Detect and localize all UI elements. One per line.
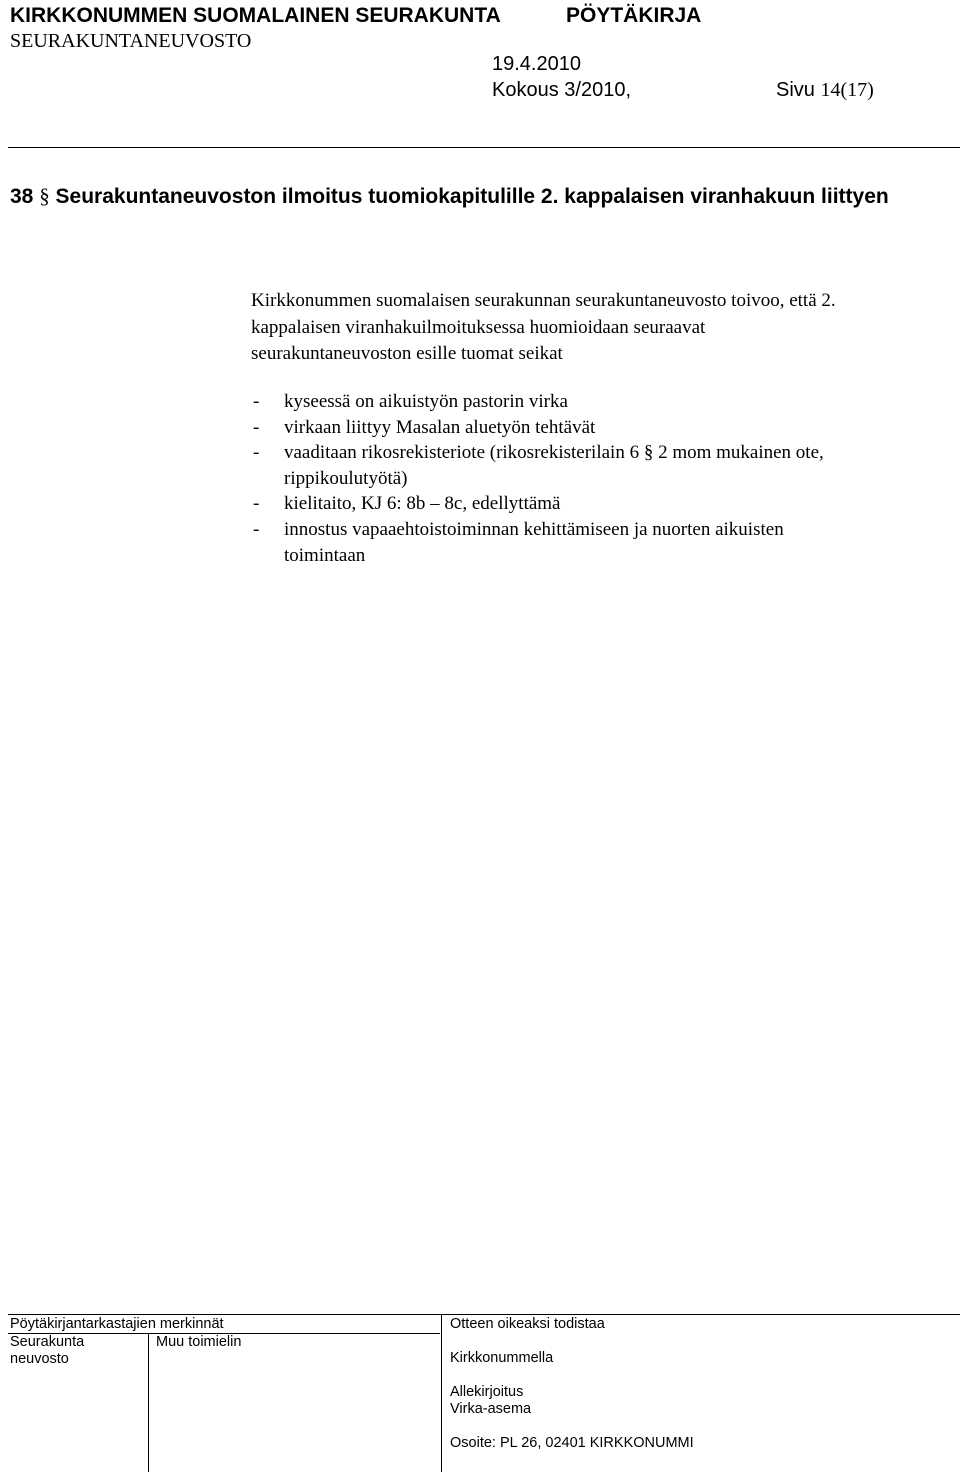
footer-section-divider [441, 1314, 442, 1472]
list-dash: - [253, 442, 260, 464]
list-dash: - [253, 493, 260, 515]
page-indicator [776, 79, 874, 102]
page-number: 14(17) [820, 79, 874, 101]
section-symbol: § [39, 184, 50, 208]
list-item-text: kyseessä on aikuistyön pastorin virka [284, 391, 568, 412]
header-divider [8, 147, 960, 148]
congregation-council-label: Seurakunta [10, 1334, 85, 1350]
address-line: Osoite: PL 26, 02401 KIRKKONUMMI [450, 1435, 694, 1451]
footer-column-divider [148, 1333, 149, 1472]
unit-name: SEURAKUNTANEUVOSTO [10, 30, 252, 52]
list-item-text: vaaditaan rikosrekisteriote (rikosrekisterilain 6 § 2 mom mukainen ote, [284, 442, 824, 464]
signature-label: Allekirjoitus [450, 1384, 524, 1400]
requirements-list [251, 389, 941, 568]
list-item-text: virkaan liittyy Masalan aluetyön tehtävät [284, 416, 596, 438]
list-item [251, 517, 941, 568]
certification-place: Kirkkonummella [450, 1350, 554, 1366]
list-item [251, 491, 941, 517]
document-type: PÖYTÄKIRJA [566, 4, 702, 27]
checkers-heading: Pöytäkirjantarkastajien merkinnät [10, 1316, 224, 1332]
section-title: Seurakuntaneuvoston ilmoitus tuomiokapitulille 2. kappalaisen viranhakuun liittyen [55, 185, 889, 208]
list-dash: - [253, 518, 260, 540]
list-item-continuation: rippikoulutyötä) [284, 467, 408, 489]
list-item-continuation: toimintaan [284, 544, 366, 566]
meeting-date: 19.4.2010 [492, 53, 581, 75]
congregation-council-label-line2: neuvosto [10, 1351, 69, 1367]
list-item-text: innostus vapaaehtoistoiminnan kehittämiseen ja nuorten aikuisten [284, 518, 784, 540]
other-body-label: Muu toimielin [156, 1334, 242, 1350]
list-item [251, 415, 941, 441]
list-item-text: kielitaito, KJ 6: 8b – 8c, edellyttämä [284, 493, 561, 515]
footer-top-rule [8, 1314, 960, 1315]
body-paragraph [251, 288, 941, 368]
paragraph-line: seurakuntaneuvoston esille tuomat seikat [251, 343, 563, 364]
position-label: Virka-asema [450, 1401, 532, 1417]
list-item [251, 440, 941, 491]
list-dash: - [253, 416, 260, 438]
page-label: Sivu [776, 79, 815, 101]
paragraph-line: kappalaisen viranhakuilmoituksessa huomioidaan seuraavat [251, 316, 706, 338]
meeting-number: Kokous 3/2010, [492, 79, 631, 101]
paragraph-line: Kirkkonummen suomalaisen seurakunnan seurakuntaneuvosto toivoo, että 2. [251, 290, 836, 311]
organization-name: KIRKKONUMMEN SUOMALAINEN SEURAKUNTA [10, 4, 501, 27]
list-item [251, 389, 941, 415]
list-dash: - [253, 391, 260, 412]
section-number: 38 [10, 185, 34, 208]
section-heading [10, 184, 889, 209]
extract-certification-title: Otteen oikeaksi todistaa [450, 1316, 605, 1332]
